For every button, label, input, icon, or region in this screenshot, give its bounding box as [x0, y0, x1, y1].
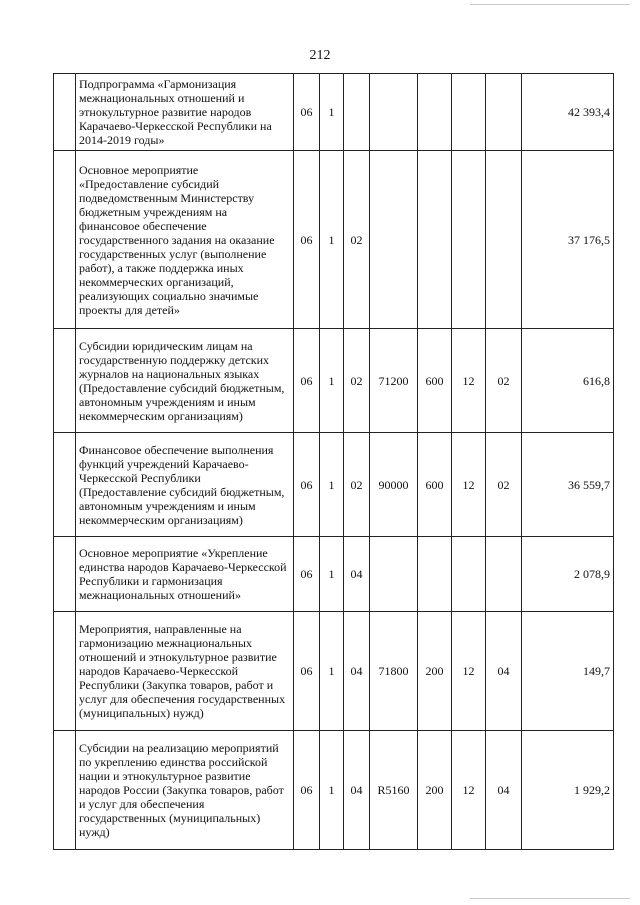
code-measure: 02 — [344, 151, 370, 329]
code-subsection: 04 — [486, 731, 522, 850]
row-sum: 2 078,9 — [522, 537, 614, 612]
table-row — [54, 151, 614, 329]
blank-cell — [54, 731, 76, 850]
code-razdel: 06 — [294, 329, 320, 433]
code-direction — [370, 151, 418, 329]
row-sum: 42 393,4 — [522, 74, 614, 151]
page-number: 212 — [309, 48, 331, 63]
row-name: Основное мероприятие «Предоставление субсидий подведомственным Министерству бюджетным учреждениям на финансовое обеспечение государственного задания на оказание государственных услуг (выполнение работ), а также поддержка иных некоммерческих организаций, реализующих социально значимые проекты для детей» — [76, 151, 294, 329]
code-program: 1 — [320, 612, 344, 731]
table-row — [54, 537, 614, 612]
table-row — [54, 74, 614, 151]
code-section: 12 — [452, 731, 486, 850]
code-program: 1 — [320, 537, 344, 612]
code-razdel: 06 — [294, 74, 320, 151]
code-measure: 04 — [344, 537, 370, 612]
row-sum: 36 559,7 — [522, 433, 614, 537]
code-subsection: 02 — [486, 433, 522, 537]
code-section: 12 — [452, 612, 486, 731]
code-razdel: 06 — [294, 612, 320, 731]
code-measure: 04 — [344, 731, 370, 850]
blank-cell — [54, 74, 76, 151]
code-razdel: 06 — [294, 537, 320, 612]
code-direction: 90000 — [370, 433, 418, 537]
code-section — [452, 74, 486, 151]
row-name: Субсидии юридическим лицам на государственную поддержку детских журналов на национальных языках (Предоставление субсидий бюджетным, автономным учреждениям и иным некоммерческим организациям) — [76, 329, 294, 433]
code-razdel: 06 — [294, 731, 320, 850]
code-expense-type — [418, 151, 452, 329]
code-expense-type: 600 — [418, 329, 452, 433]
row-name: Субсидии на реализацию мероприятий по укреплению единства российской нации и этнокультурное развитие народов России (Закупка товаров, работ и услуг для обеспечения государственных (муниципальных) нужд) — [76, 731, 294, 850]
code-expense-type — [418, 74, 452, 151]
code-direction — [370, 74, 418, 151]
row-sum: 616,8 — [522, 329, 614, 433]
code-direction — [370, 537, 418, 612]
scan-artifact-top — [470, 4, 630, 5]
code-expense-type: 600 — [418, 433, 452, 537]
table-row — [54, 731, 614, 850]
table-row — [54, 433, 614, 537]
blank-cell — [54, 433, 76, 537]
scan-artifact-bottom — [470, 898, 630, 899]
code-direction: R5160 — [370, 731, 418, 850]
code-program: 1 — [320, 329, 344, 433]
code-razdel: 06 — [294, 433, 320, 537]
code-section: 12 — [452, 433, 486, 537]
code-subsection: 04 — [486, 612, 522, 731]
table-row — [54, 612, 614, 731]
code-section — [452, 151, 486, 329]
code-program: 1 — [320, 74, 344, 151]
row-name: Мероприятия, направленные на гармонизацию межнациональных отношений и этнокультурное развитие народов Карачаево-Черкесской Республики (Закупка товаров, работ и услуг для обеспечения государственных (муниципальных) нужд) — [76, 612, 294, 731]
blank-cell — [54, 329, 76, 433]
blank-cell — [54, 151, 76, 329]
row-name: Финансовое обеспечение выполнения функций учреждений Карачаево-Черкесской Республики (Предоставление субсидий бюджетным, автономным учреждениям и иным некоммерческим организациям) — [76, 433, 294, 537]
row-name: Основное мероприятие «Укрепление единства народов Карачаево-Черкесской Республики и гармонизация межнациональных отношений» — [76, 537, 294, 612]
code-subsection — [486, 74, 522, 151]
row-name: Подпрограмма «Гармонизация межнациональных отношений и этнокультурное развитие народов Карачаево-Черкесской Республики на 2014-2019 годы» — [76, 74, 294, 151]
code-program: 1 — [320, 151, 344, 329]
code-expense-type: 200 — [418, 612, 452, 731]
code-direction: 71200 — [370, 329, 418, 433]
code-section: 12 — [452, 329, 486, 433]
blank-cell — [54, 537, 76, 612]
code-subsection — [486, 537, 522, 612]
code-direction: 71800 — [370, 612, 418, 731]
table-row — [54, 329, 614, 433]
row-sum: 1 929,2 — [522, 731, 614, 850]
code-subsection — [486, 151, 522, 329]
code-measure: 02 — [344, 329, 370, 433]
code-measure — [344, 74, 370, 151]
row-sum: 149,7 — [522, 612, 614, 731]
code-section — [452, 537, 486, 612]
row-sum: 37 176,5 — [522, 151, 614, 329]
code-subsection: 02 — [486, 329, 522, 433]
code-expense-type — [418, 537, 452, 612]
blank-cell — [54, 612, 76, 731]
budget-table — [53, 73, 614, 850]
code-program: 1 — [320, 731, 344, 850]
code-measure: 04 — [344, 612, 370, 731]
code-expense-type: 200 — [418, 731, 452, 850]
code-measure: 02 — [344, 433, 370, 537]
code-program: 1 — [320, 433, 344, 537]
code-razdel: 06 — [294, 151, 320, 329]
